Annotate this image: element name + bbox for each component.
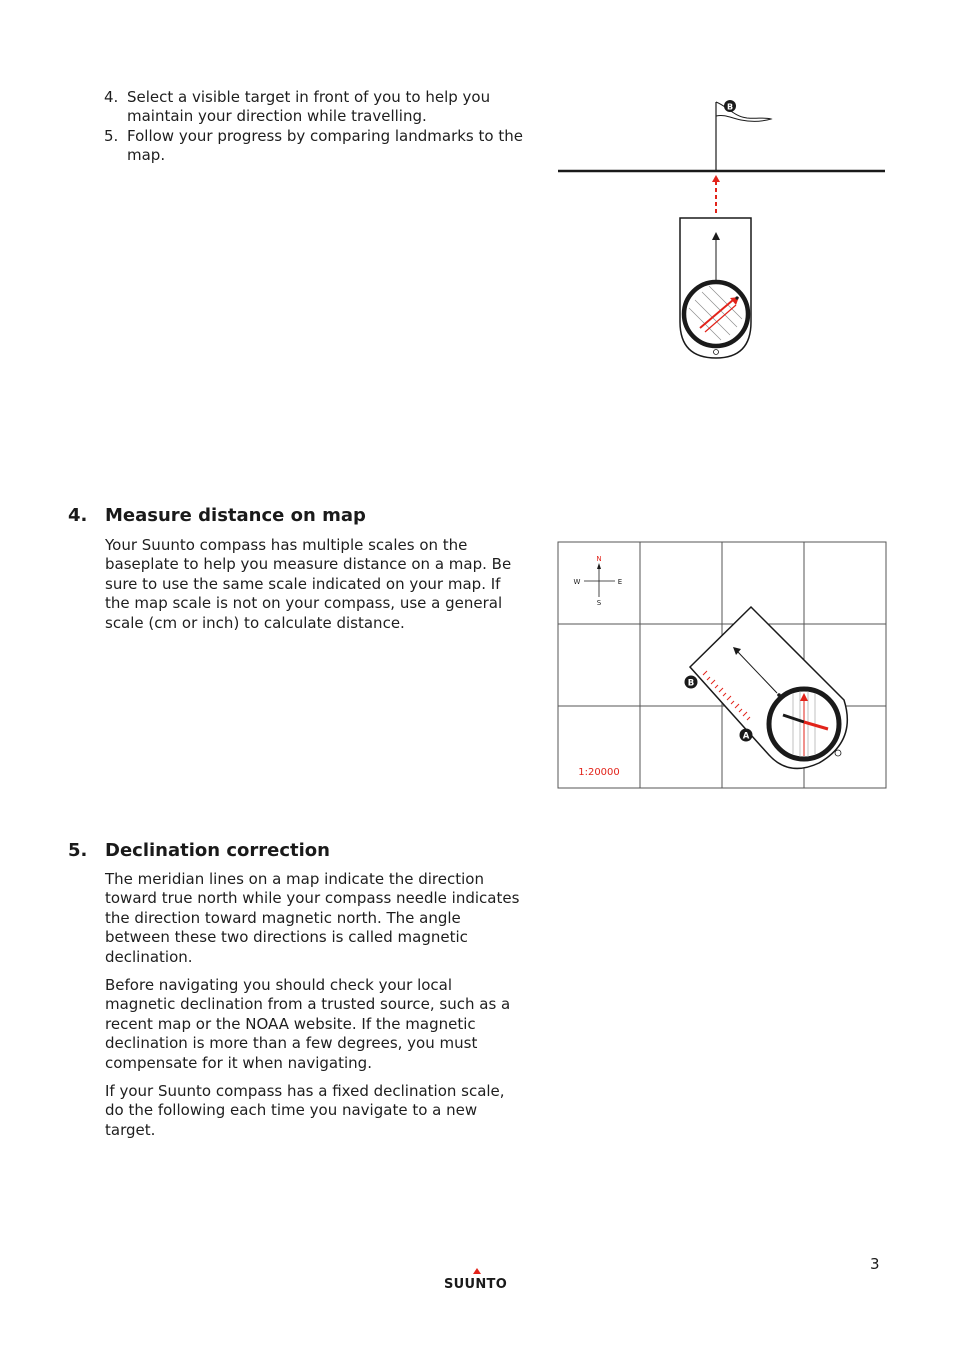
- flag-label: B: [726, 102, 734, 112]
- map-distance-figure: [557, 541, 887, 790]
- list-item: [104, 127, 534, 166]
- step-number: 4.: [104, 88, 119, 106]
- section-heading-declination: [68, 840, 528, 864]
- section-body-declination: [105, 870, 527, 1149]
- paragraph: If your Suunto compass has a fixed declination scale, do the following each time you navigate to a new target.: [105, 1082, 505, 1139]
- rose-west: W: [573, 578, 581, 586]
- section-title: Declination correction: [105, 840, 330, 861]
- step-number: 5.: [104, 126, 119, 145]
- rose-south: S: [596, 599, 602, 607]
- target-follow-figure: [555, 92, 889, 362]
- point-b-label: B: [687, 678, 695, 689]
- travel-arrow-icon: [712, 175, 720, 182]
- point-a-label: A: [742, 731, 750, 742]
- section-title: Measure distance on map: [105, 505, 366, 526]
- brand-name: SUUNTO: [444, 1277, 508, 1292]
- section-body-measure-distance: [105, 536, 527, 642]
- section-number: 4.: [68, 505, 88, 526]
- paragraph: Before navigating you should check your local magnetic declination from a trusted source, such as a recent map or the NOAA website. If the magnetic declination is more than a few degrees, you must compensate for it when navigating.: [105, 976, 511, 1072]
- step-text: Select a visible target in front of you to help you maintain your direction while travelling.: [127, 88, 491, 126]
- north-dot: [735, 296, 738, 299]
- logo-triangle-icon: [473, 1268, 481, 1274]
- map-scale-label: 1:20000: [578, 767, 620, 778]
- paragraph: Your Suunto compass has multiple scales on the baseplate to help you measure distance on a map. Be sure to use the same scale indicated on your map. If the map scale is not on your compass, use a general scale (cm or inch) to calculate distance.: [105, 536, 512, 632]
- section-heading-measure-distance: [68, 505, 528, 529]
- step-list: [104, 88, 534, 166]
- rose-north: N: [596, 555, 602, 563]
- index-dot: [777, 693, 781, 697]
- brand-logo: [440, 1268, 514, 1298]
- rose-east: E: [617, 578, 623, 586]
- step-text: Follow your progress by comparing landmarks to the map.: [127, 126, 523, 165]
- section-number: 5.: [68, 840, 88, 861]
- page-number: 3: [870, 1255, 880, 1273]
- paragraph: The meridian lines on a map indicate the direction toward true north while your compass needle indicates the direction toward magnetic north. The angle between these two directions is called magnetic declination.: [105, 870, 520, 966]
- list-item: [104, 88, 534, 127]
